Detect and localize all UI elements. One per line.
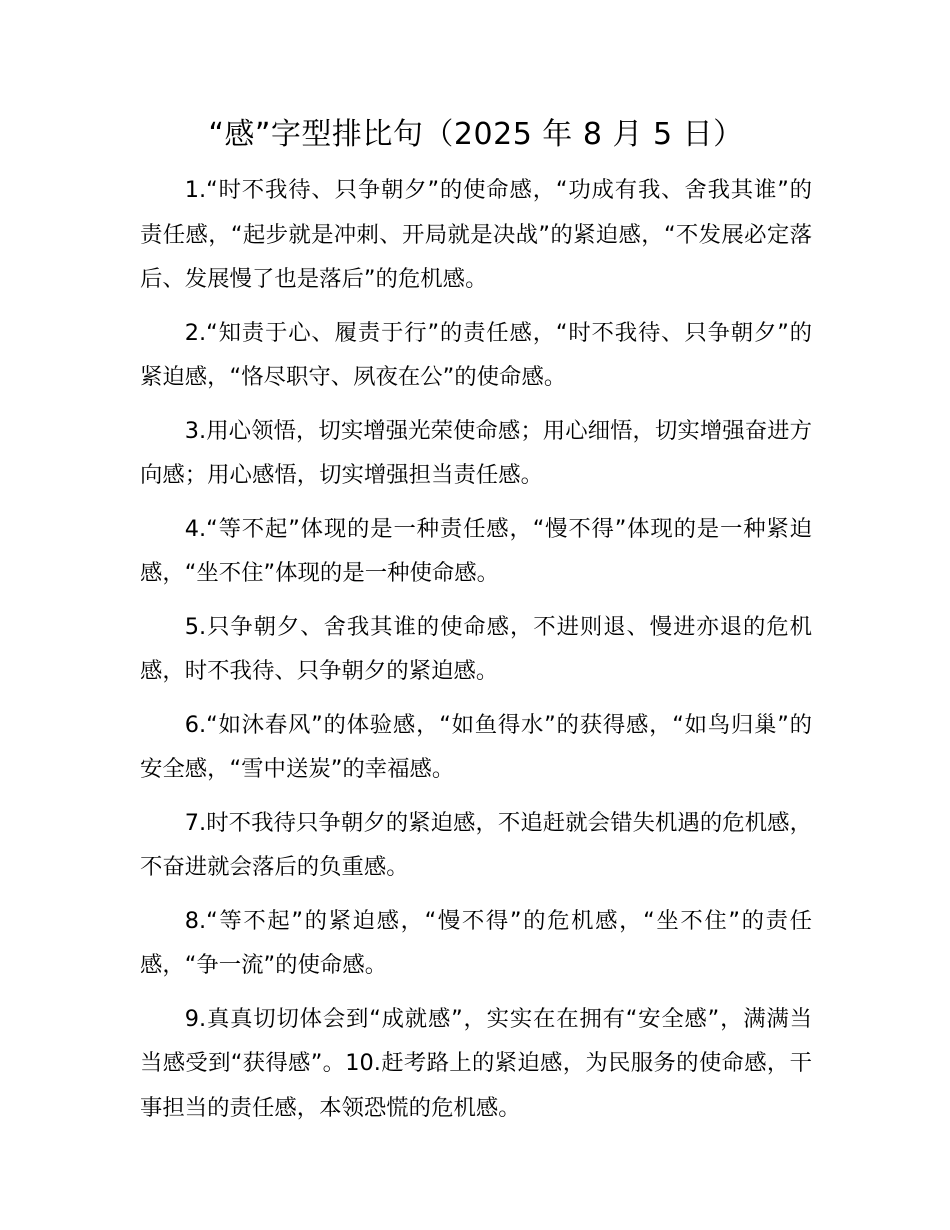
paragraph-3: 3.用心领悟，切实增强光荣使命感；用心细悟，切实增强奋进方向感；用心感悟，切实增强担当责任感。	[140, 417, 812, 488]
paragraph-2: 2.“知责于心、履责于行”的责任感，“时不我待、只争朝夕”的紧迫感，“恪尽职守、夙夜在公”的使命感。	[140, 319, 812, 390]
document-page	[140, 112, 812, 1139]
paragraph-1: 1.“时不我待、只争朝夕”的使命感，“功成有我、舍我其谁”的责任感，“起步就是冲刺、开局就是决战”的紧迫感，“不发展必定落后、发展慢了也是落后”的危机感。	[140, 177, 812, 292]
paragraph-9: 9.真真切切体会到“成就感”，实实在在拥有“安全感”，满满当当感受到“获得感”。10.赶考路上的紧迫感，为民服务的使命感，干事担当的责任感，本领恐慌的危机感。	[140, 1005, 812, 1121]
paragraph-4: 4.“等不起”体现的是一种责任感，“慢不得”体现的是一种紧迫感，“坐不住”体现的是一种使命感。	[140, 515, 812, 586]
paragraph-5: 5.只争朝夕、舍我其谁的使命感，不进则退、慢进亦退的危机感，时不我待、只争朝夕的紧迫感。	[140, 613, 812, 684]
paragraph-6: 6.“如沐春风”的体验感，“如鱼得水”的获得感，“如鸟归巢”的安全感，“雪中送炭”的幸福感。	[140, 711, 812, 782]
paragraph-8: 8.“等不起”的紧迫感，“慢不得”的危机感，“坐不住”的责任感，“争一流”的使命感。	[140, 907, 812, 978]
document-title: “感”字型排比句（2025 年 8 月 5 日）	[208, 117, 744, 152]
paragraph-7: 7.时不我待只争朝夕的紧迫感，不追赶就会错失机遇的危机感，不奋进就会落后的负重感。	[140, 809, 812, 880]
